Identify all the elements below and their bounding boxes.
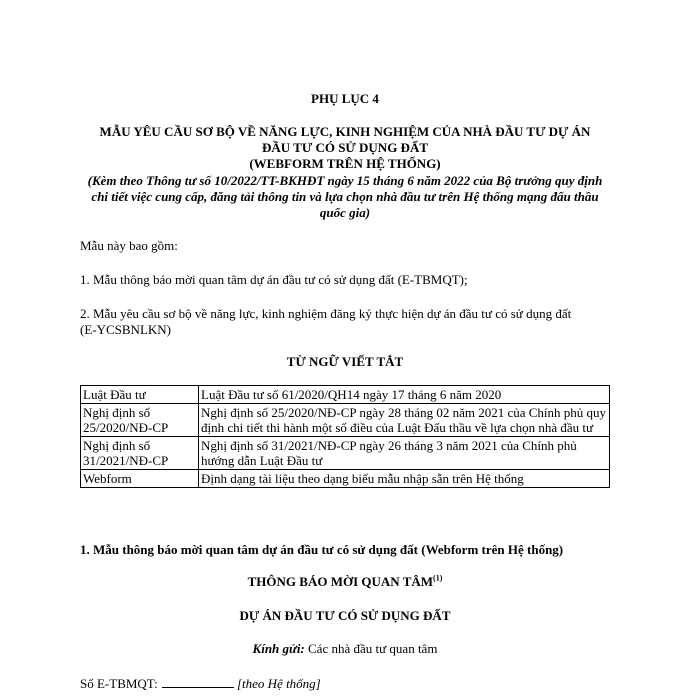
abbreviation-term: Luật Đầu tư: [81, 386, 199, 404]
contents-item-1: 1. Mẫu thông báo mời quan tâm dự án đầu tư có sử dụng đất (E-TBMQT);: [80, 272, 468, 287]
footnote-marker: (1): [433, 573, 443, 583]
abbreviations-heading: TỪ NGỮ VIẾT TẮT: [286, 354, 404, 369]
table-row: [81, 404, 610, 437]
table-row: [81, 437, 610, 470]
appendix-title: PHỤ LỤC 4: [311, 91, 379, 106]
reference-number-line: [80, 675, 610, 692]
reference-number-label: Số E-TBMQT:: [80, 676, 158, 691]
reference-number-blank: [162, 675, 234, 688]
table-row: [81, 470, 610, 488]
table-row: [81, 386, 610, 404]
contents-item-2-line-1: 2. Mẫu yêu cầu sơ bộ về năng lực, kinh nghiệm đăng ký thực hiện dự án đầu tư có sử dụng đất: [80, 306, 572, 321]
project-title: DỰ ÁN ĐẦU TƯ CÓ SỬ DỤNG ĐẤT: [239, 608, 451, 623]
abbreviation-term: Webform: [81, 470, 199, 488]
subtitle-line-2: chi tiết việc cung cấp, đăng tải thông tin và lựa chọn nhà đầu tư trên Hệ thống mạng đấu thầu: [91, 189, 599, 204]
abbreviations-table: [80, 385, 610, 488]
abbreviation-definition: Nghị định số 25/2020/NĐ-CP ngày 28 tháng 02 năm 2021 của Chính phủ quy định chi tiết thi hành một số điều của Luật Đấu thầu về lựa chọn nhà đầu tư: [199, 404, 610, 437]
document-title-line-2: ĐẦU TƯ CÓ SỬ DỤNG ĐẤT: [262, 140, 428, 155]
section-1-heading: 1. Mẫu thông báo mời quan tâm dự án đầu tư có sử dụng đất (Webform trên Hệ thống): [80, 542, 564, 557]
intro-text: Mẫu này bao gồm:: [80, 238, 178, 253]
abbreviation-definition: Định dạng tài liệu theo dạng biểu mẫu nhập sẵn trên Hệ thống: [199, 470, 610, 488]
abbreviation-term: Nghị định số 31/2021/NĐ-CP: [81, 437, 199, 470]
abbreviation-definition: Nghị định số 31/2021/NĐ-CP ngày 26 tháng 3 năm 2021 của Chính phủ hướng dẫn Luật Đầu tư: [199, 437, 610, 470]
recipient-value: Các nhà đầu tư quan tâm: [308, 641, 438, 656]
notice-title-text: THÔNG BÁO MỜI QUAN TÂM: [247, 574, 434, 589]
reference-number-value: [theo Hệ thống]: [236, 676, 321, 691]
abbreviation-term: Nghị định số 25/2020/NĐ-CP: [81, 404, 199, 437]
abbreviation-definition: Luật Đầu tư số 61/2020/QH14 ngày 17 tháng 6 năm 2020: [199, 386, 610, 404]
subtitle-line-3: quốc gia): [319, 205, 371, 220]
document-title-line-3: (WEBFORM TRÊN HỆ THỐNG): [249, 156, 441, 171]
recipient-label: Kính gửi:: [252, 641, 305, 656]
subtitle-line-1: (Kèm theo Thông tư số 10/2022/TT-BKHĐT ngày 15 tháng 6 năm 2022 của Bộ trưởng quy định: [87, 173, 603, 188]
contents-item-2-line-2: (E-YCSBNLKN): [80, 322, 171, 337]
recipient-line: [80, 641, 610, 657]
document-title-line-1: MẪU YÊU CẦU SƠ BỘ VỀ NĂNG LỰC, KINH NGHIỆM CỦA NHÀ ĐẦU TƯ DỰ ÁN: [99, 124, 591, 139]
notice-title: [80, 574, 610, 590]
